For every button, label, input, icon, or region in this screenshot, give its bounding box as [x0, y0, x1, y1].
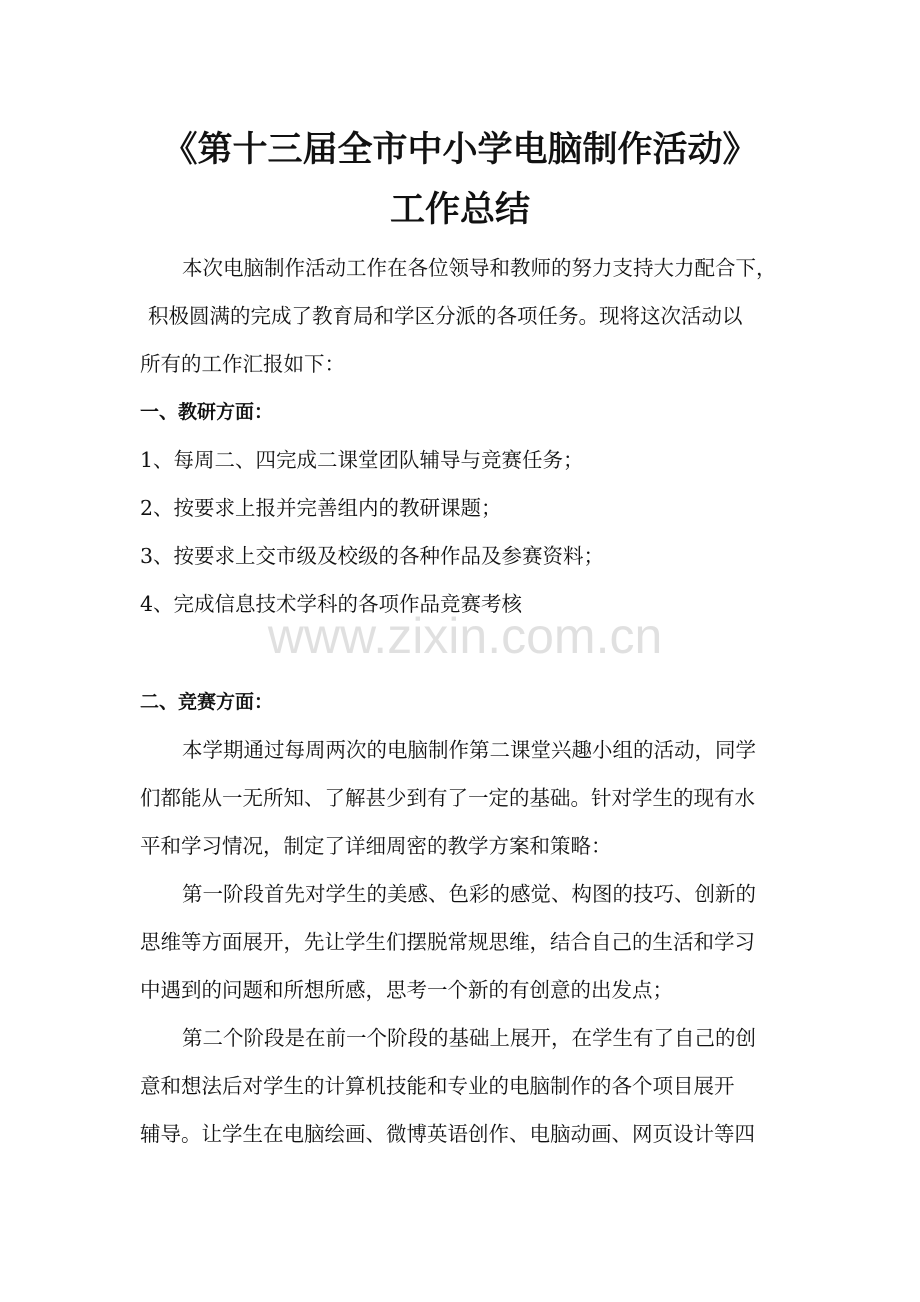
page-subtitle: 工作总结 — [389, 190, 530, 230]
list-item: 1、每周二、四完成二课堂团队辅导与竞赛任务； — [140, 448, 584, 472]
para3-line-1: 第二个阶段是在前一个阶段的基础上展开，在学生有了自己的创 — [182, 1026, 756, 1050]
para2-line-2: 思维等方面展开，先让学生们摆脱常规思维，结合自己的生活和学习 — [140, 930, 755, 954]
para3-line-3: 辅导。让学生在电脑绘画、微博英语创作、电脑动画、网页设计等四 — [140, 1122, 755, 1146]
watermark: www.zixin.com.cn — [267, 608, 663, 664]
list-item: 3、按要求上交市级及校级的各种作品及参赛资料； — [140, 544, 605, 568]
page-title: 《第十三届全市中小学电脑制作活动》 — [162, 130, 758, 170]
para1-line-2: 们都能从一无所知、了解甚少到有了一定的基础。针对学生的现有水 — [140, 786, 755, 810]
section-heading-competition: 二、竞赛方面： — [140, 691, 274, 713]
para2-line-3: 中遇到的问题和所想所感，思考一个新的有创意的出发点； — [140, 978, 673, 1002]
intro-line-2: 积极圆满的完成了教育局和学区分派的各项任务。现将这次活动以 — [148, 304, 743, 328]
para2-line-1: 第一阶段首先对学生的美感、色彩的感觉、构图的技巧、创新的 — [182, 882, 756, 906]
para3-line-2: 意和想法后对学生的计算机技能和专业的电脑制作的各个项目展开 — [140, 1074, 735, 1098]
list-item: 2、按要求上报并完善组内的教研课题； — [140, 496, 502, 520]
para1-line-3: 平和学习情况，制定了详细周密的教学方案和策略： — [140, 834, 612, 858]
intro-line-3: 所有的工作汇报如下： — [140, 352, 345, 376]
list-item: 4、完成信息技术学科的各项作品竞赛考核 — [140, 592, 523, 616]
intro-line-1: 本次电脑制作活动工作在各位领导和教师的努力支持大力配合下， — [182, 256, 777, 280]
section-heading-research: 一、教研方面： — [140, 401, 274, 423]
para1-line-1: 本学期通过每周两次的电脑制作第二课堂兴趣小组的活动，同学 — [182, 738, 756, 762]
